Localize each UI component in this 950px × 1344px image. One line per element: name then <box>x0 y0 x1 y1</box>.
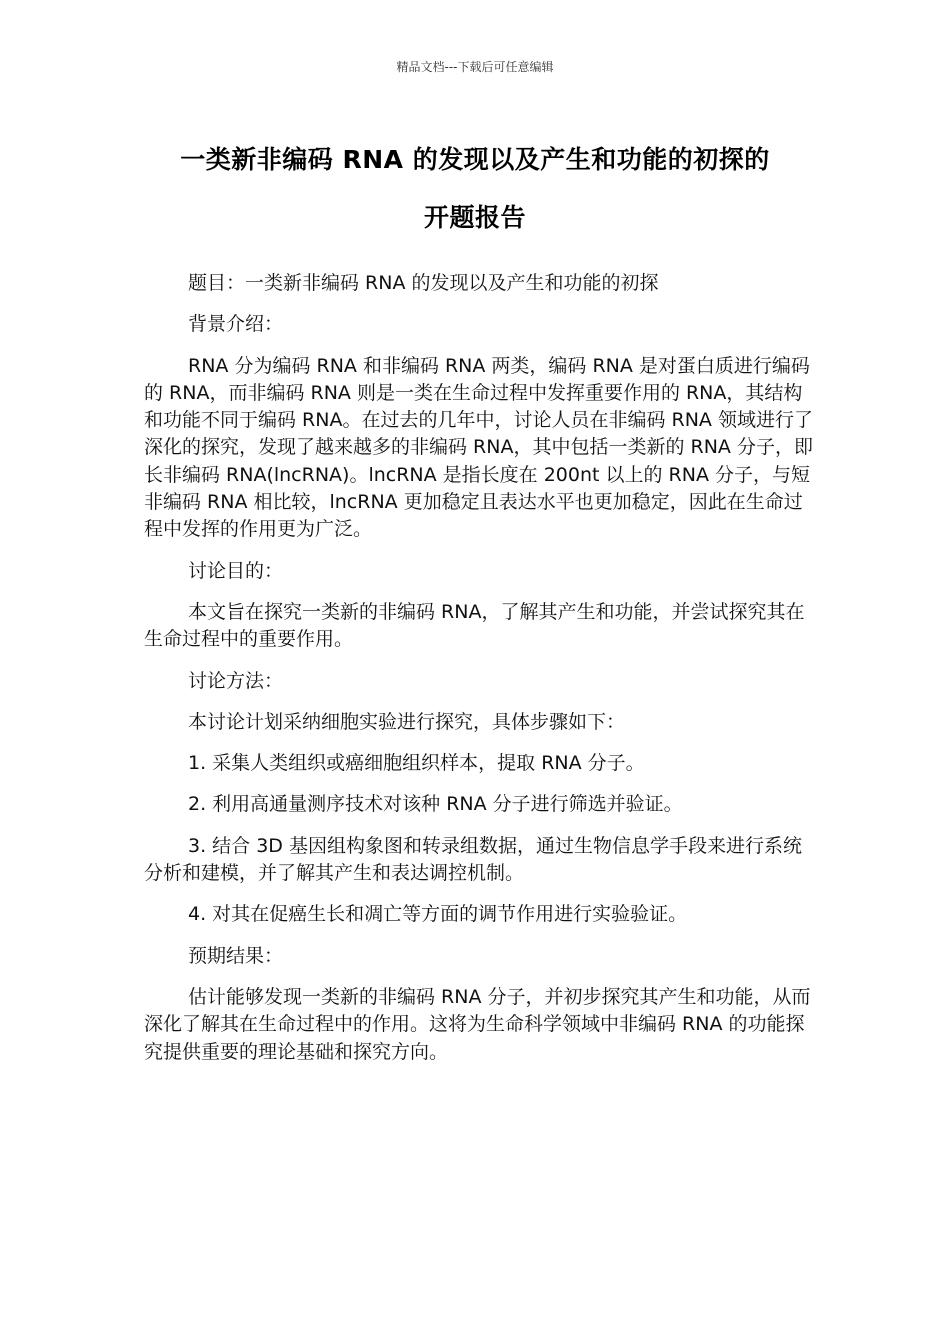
expected-heading: 预期结果： <box>188 944 284 967</box>
purpose-paragraph: 本文旨在探究一类新的非编码 RNA，了解其产生和功能，并尝试探究其在生命过程中的重要作用。 <box>144 600 805 651</box>
background-heading: 背景介绍： <box>188 313 284 336</box>
method-heading: 讨论方法： <box>188 669 284 692</box>
method-step: 1. 采集人类组织或癌细胞组织样本，提取 RNA 分子。 <box>188 752 645 775</box>
document-body <box>144 270 816 1080</box>
document-title-line-2: 开题报告 <box>423 203 526 232</box>
page-header-note: 精品文档---下载后可任意编辑 <box>396 60 554 74</box>
background-paragraph: RNA 分为编码 RNA 和非编码 RNA 两类，编码 RNA 是对蛋白质进行编码的 RNA，而非编码 RNA 则是一类在生命过程中发挥重要作用的 RNA，其结构和功能不同于编码 RNA。在过去的几年中，讨论人员在非编码 RNA 领域进行了深化的探究，发现了越来越多的非编码 RNA，其中包括一类新的 RNA 分子，即长非编码 RNA(lncRNA)。lncRNA 是指长度在 200nt 以上的 RNA 分子，与短非编码 RNA 相比较，lncRNA 更加稳定且表达水平也更加稳定，因此在生命过程中发挥的作用更为广泛。 <box>144 354 813 541</box>
document-title-line-1: 一类新非编码 RNA 的发现以及产生和功能的初探的 <box>180 145 770 174</box>
method-step: 2. 利用高通量测序技术对该种 RNA 分子进行筛选并验证。 <box>188 793 683 816</box>
method-step: 4. 对其在促癌生长和凋亡等方面的调节作用进行实验验证。 <box>188 903 688 926</box>
method-step: 3. 结合 3D 基因组构象图和转录组数据，通过生物信息学手段来进行系统分析和建模，并了解其产生和表达调控机制。 <box>144 834 802 885</box>
purpose-heading: 讨论目的： <box>188 559 284 582</box>
expected-paragraph: 估计能够发现一类新的非编码 RNA 分子，并初步探究其产生和功能，从而深化了解其在生命过程中的作用。这将为生命科学领域中非编码 RNA 的功能探究提供重要的理论基础和探究方向。 <box>144 985 811 1063</box>
method-intro: 本讨论计划采纳细胞实验进行探究，具体步骤如下： <box>188 710 626 733</box>
topic-line: 题目：一类新非编码 RNA 的发现以及产生和功能的初探 <box>188 272 659 294</box>
